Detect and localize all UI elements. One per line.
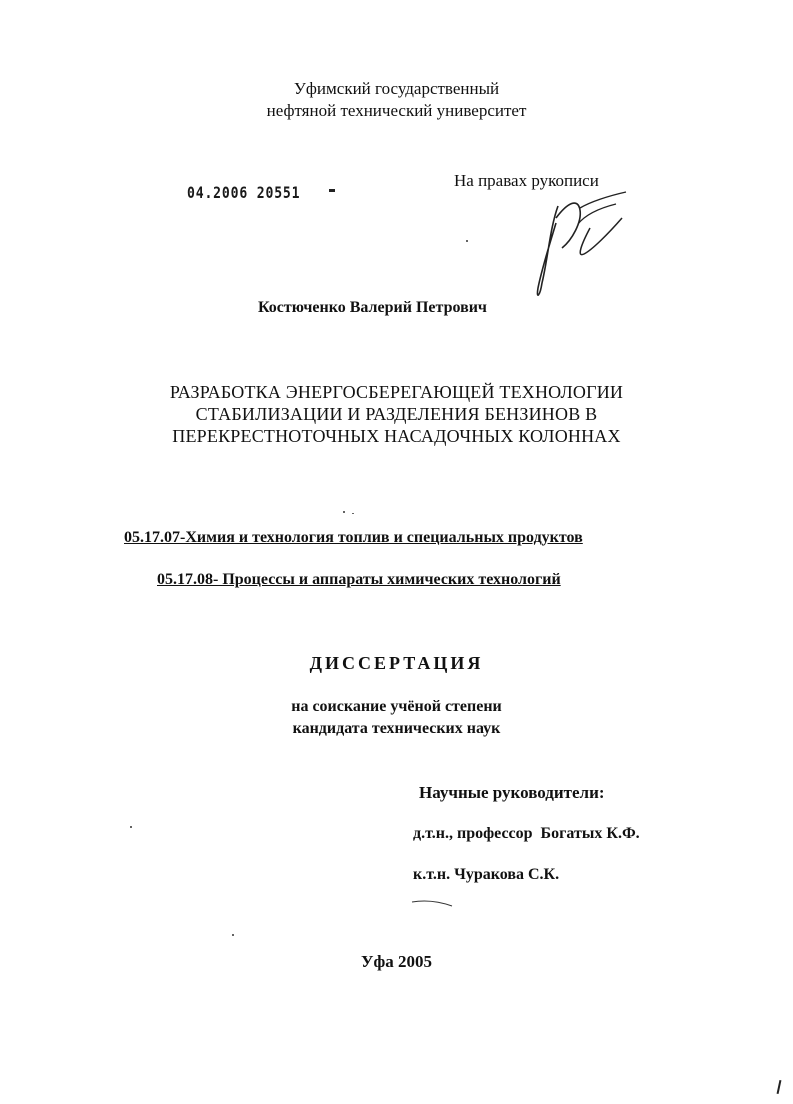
ink-speck	[352, 513, 354, 514]
degree-line-2: кандидата технических наук	[292, 720, 501, 737]
document-type: ДИССЕРТАЦИЯ	[309, 653, 484, 673]
ink-speck	[232, 934, 234, 936]
ink-speck	[130, 826, 132, 828]
title-line-1: РАЗРАБОТКА ЭНЕРГОСБЕРЕГАЮЩЕЙ ТЕХНОЛОГИИ	[169, 382, 624, 402]
university-line-1: Уфимский государственный	[293, 79, 500, 98]
title-line-3: ПЕРЕКРЕСТНОТОЧНЫХ НАСАДОЧНЫХ КОЛОННАХ	[172, 426, 621, 446]
university-line-2: нефтяной технический университет	[266, 101, 527, 120]
supervisor-1: д.т.н., профессор Богатых К.Ф.	[413, 825, 640, 842]
ink-speck	[466, 240, 468, 242]
degree-line-1: на соискание учёной степени	[291, 698, 502, 715]
supervisors-label: Научные руководители:	[419, 783, 605, 802]
degree-statement	[0, 696, 793, 740]
stamp-dash	[329, 189, 335, 192]
ink-speck	[343, 511, 345, 513]
pen-mark	[410, 896, 454, 910]
specialty-2: 05.17.08- Процессы и аппараты химических технологий	[157, 571, 561, 588]
page-mark	[777, 1080, 782, 1094]
author-name: Костюченко Валерий Петрович	[258, 299, 487, 316]
supervisor-2: к.т.н. Чуракова С.К.	[413, 866, 560, 883]
handwritten-signature	[520, 188, 640, 308]
manuscript-note: На правах рукописи	[454, 171, 599, 190]
university-name	[0, 78, 793, 122]
dissertation-title	[0, 381, 793, 447]
registration-stamp: 04.2006 20551	[187, 183, 301, 202]
city-year: Уфа 2005	[361, 952, 432, 971]
specialty-1: 05.17.07-Химия и технология топлив и специальных продуктов	[124, 529, 583, 546]
title-line-2: СТАБИЛИЗАЦИИ И РАЗДЕЛЕНИЯ БЕНЗИНОВ В	[195, 404, 598, 424]
